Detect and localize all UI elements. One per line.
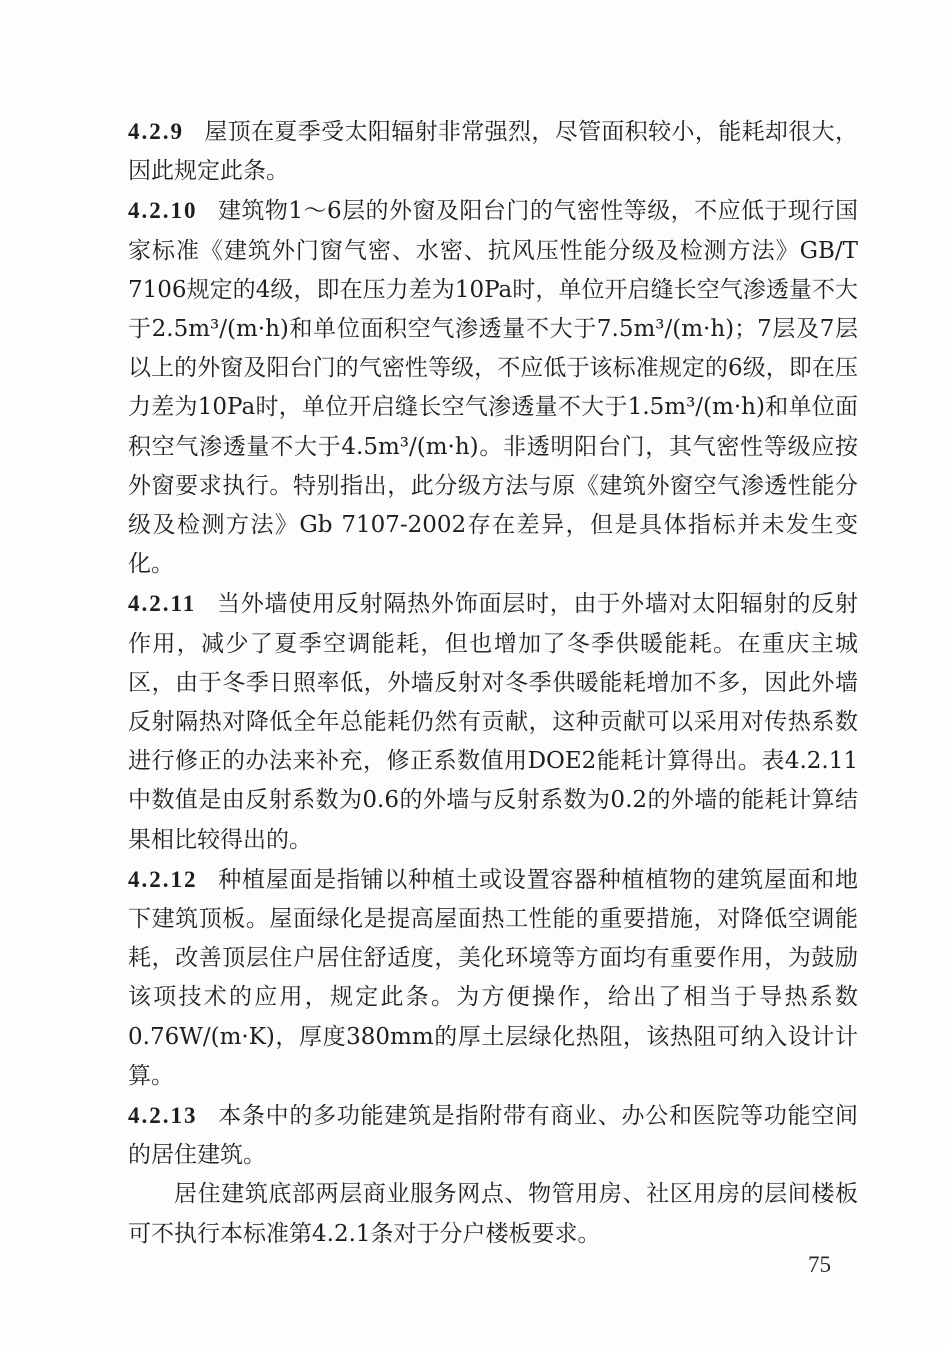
- clause-text: 建筑物1～6层的外窗及阳台门的气密性等级，不应低于现行国家标准《建筑外门窗气密、水密、抗风压性能分级及检测方法》GB/T 7106规定的4级，即在压力差为10Pa时，单位开启缝长空气渗透量不大于2.5m³/(m·h)和单位面积空气渗透量不大于7.5m³/(m·h)；7层及7层以上的外窗及阳台门的气密性等级，不应低于该标准规定的6级，即在压力差为10Pa时，单位开启缝长空气渗透量不大于1.5m³/(m·h)和单位面积空气渗透量不大于4.5m³/(m·h)。非透明阳台门，其气密性等级应按外窗要求执行。特别指出，此分级方法与原《建筑外窗空气渗透性能分级及检测方法》Gb 7107-2002存在差异，但是具体指标并未发生变化。: [128, 198, 858, 578]
- page-number: 75: [808, 1252, 831, 1277]
- clause-text: 种植屋面是指铺以种植土或设置容器种植植物的建筑屋面和地下建筑顶板。屋面绿化是提高屋面热工性能的重要措施，对降低空调能耗，改善顶层住户居住舒适度，美化环境等方面均有重要作用，为鼓励该项技术的应用，规定此条。为方便操作，给出了相当于导热系数0.76W/(m·K)，厚度380mm的厚土层绿化热阻，该热阻可纳入设计计算。: [128, 866, 858, 1089]
- clause-4-2-13: [128, 1096, 858, 1175]
- clause-text: 当外墙使用反射隔热外饰面层时，由于外墙对太阳辐射的反射作用，减少了夏季空调能耗，但也增加了冬季供暖能耗。在重庆主城区，由于冬季日照率低，外墙反射对冬季供暖能耗增加不多，因此外墙反射隔热对降低全年总能耗仍然有贡献，这种贡献可以采用对传热系数进行修正的办法来补充，修正系数值用DOE2能耗计算得出。表4.2.11中数值是由反射系数为0.6的外墙与反射系数为0.2的外墙的能耗计算结果相比较得出的。: [128, 591, 858, 853]
- clause-number: 4.2.13: [128, 1103, 198, 1129]
- clause-4-2-11: [128, 584, 858, 859]
- clause-number: 4.2.9: [128, 119, 184, 144]
- clause-text: 屋顶在夏季受太阳辐射非常强烈，尽管面积较小，能耗却很大，因此规定此条。: [128, 119, 858, 185]
- clause-4-2-9: [128, 112, 858, 191]
- clause-number: 4.2.12: [128, 866, 198, 892]
- page-body: [128, 112, 858, 1254]
- clause-4-2-10: [128, 191, 858, 584]
- clause-number: 4.2.10: [128, 198, 198, 224]
- closing-paragraph: 居住建筑底部两层商业服务网点、物管用房、社区用房的层间楼板可不执行本标准第4.2.1条对于分户楼板要求。: [128, 1181, 858, 1247]
- clause-4-2-12: [128, 860, 858, 1096]
- clause-text: 本条中的多功能建筑是指附带有商业、办公和医院等功能空间的居住建筑。: [128, 1103, 858, 1169]
- clause-number: 4.2.11: [128, 591, 197, 617]
